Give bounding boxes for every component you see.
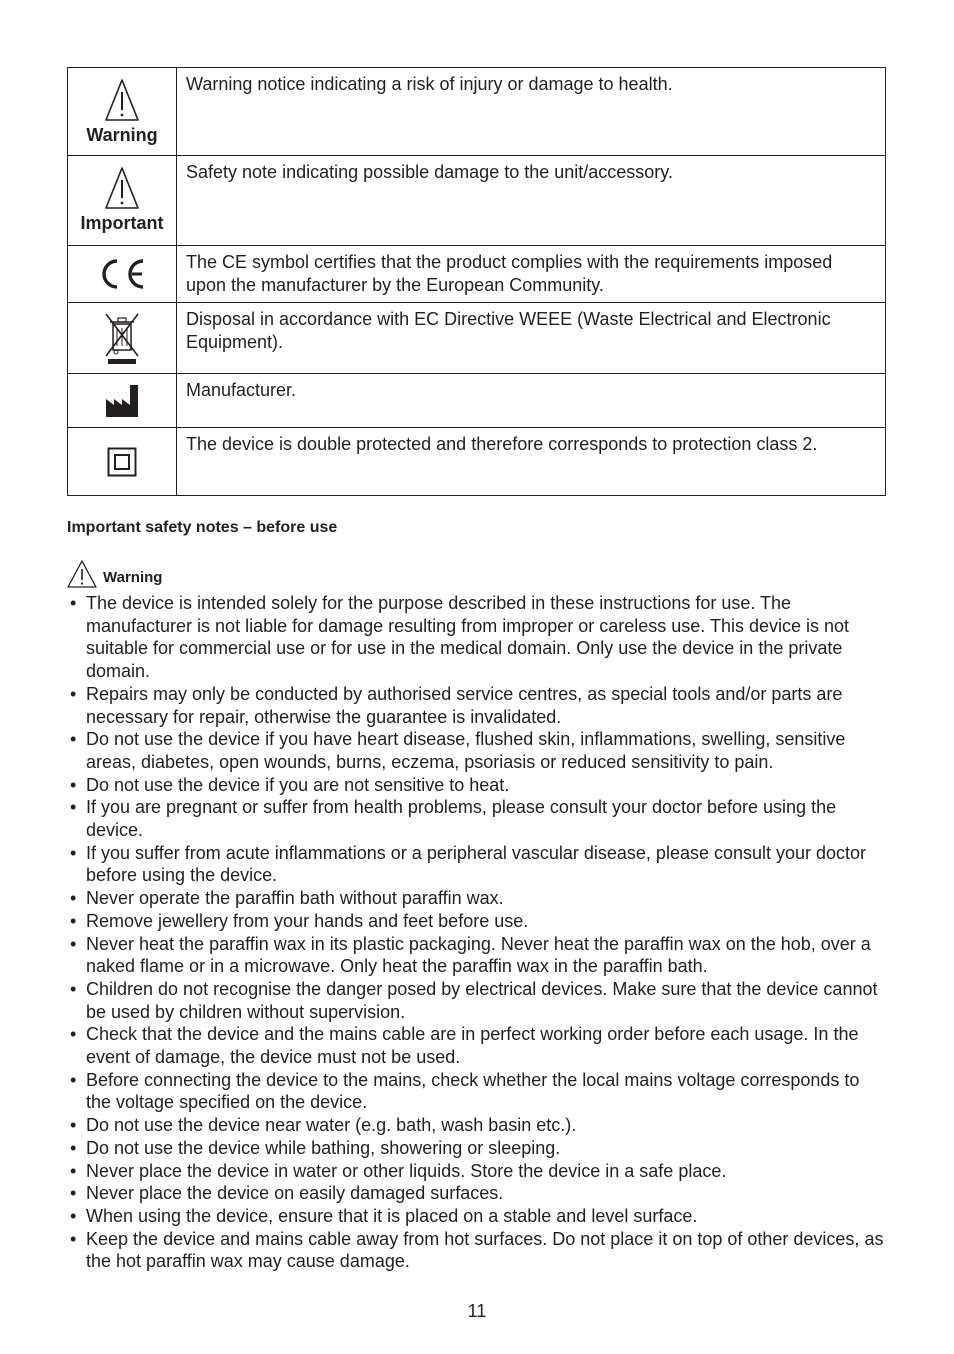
warning-triangle-icon [67, 560, 97, 588]
symbol-description: Warning notice indicating a risk of injury or damage to health. [177, 68, 886, 156]
list-item: • Before connecting the device to the mains, check whether the local mains voltage corresponds to the voltage specified on the device. [69, 1069, 889, 1114]
weee-crossed-bin-icon [102, 310, 142, 366]
symbols-table [67, 67, 886, 496]
symbol-description: Disposal in accordance with EC Directive WEEE (Waste Electrical and Electronic Equipment). [177, 303, 886, 374]
symbol-icon-cell [68, 374, 177, 428]
section-heading: Important safety notes – before use [67, 519, 338, 536]
list-item: • Never place the device on easily damaged surfaces. [69, 1182, 889, 1205]
page-number: 11 [467, 1301, 487, 1321]
symbol-row-important [68, 156, 886, 246]
symbol-row-warning [68, 68, 886, 156]
symbol-icon-cell [68, 156, 177, 246]
symbol-label: Warning [86, 125, 158, 145]
list-item: • Repairs may only be conducted by authorised service centres, as special tools and/or parts are necessary for repair, otherwise the guarantee is invalidated. [69, 683, 889, 728]
list-item: • When using the device, ensure that it is placed on a stable and level surface. [69, 1205, 889, 1228]
list-item: • Children do not recognise the danger posed by electrical devices. Make sure that the device cannot be used by children without supervision. [69, 978, 889, 1023]
warning-triangle-icon [104, 78, 140, 122]
list-item: • If you suffer from acute inflammations or a peripheral vascular disease, please consult your doctor before using the device. [69, 842, 889, 887]
list-item: • Do not use the device if you are not sensitive to heat. [69, 774, 889, 797]
list-item: • Never place the device in water or other liquids. Store the device in a safe place. [69, 1160, 889, 1183]
ce-mark-icon [97, 257, 147, 291]
warning-triangle-icon [104, 166, 140, 210]
symbol-row-double-insulation [68, 428, 886, 496]
list-item: • Remove jewellery from your hands and feet before use. [69, 910, 889, 933]
warning-label: Warning [103, 569, 163, 586]
symbol-icon-cell [68, 303, 177, 374]
symbol-label: Important [80, 213, 164, 233]
symbol-description: Safety note indicating possible damage to the unit/accessory. [177, 156, 886, 246]
symbol-row-manufacturer [68, 374, 886, 428]
list-item: • The device is intended solely for the purpose described in these instructions for use. The manufacturer is not liable for damage resulting from improper or careless use. This device is not suitable for commercial use or for use in the medical domain. Only use the device in the private domain. [69, 592, 889, 683]
list-item: • Keep the device and mains cable away from hot surfaces. Do not place it on top of other devices, as the hot paraffin wax may cause damage. [69, 1228, 889, 1273]
symbol-description: Manufacturer. [177, 374, 886, 428]
manufacturer-factory-icon [104, 383, 140, 419]
symbol-row-ce [68, 246, 886, 303]
list-item: • Do not use the device if you have heart disease, flushed skin, inflammations, swelling, sensitive areas, diabetes, open wounds, burns, eczema, psoriasis or reduced sensitivity to pain. [69, 728, 889, 773]
list-item: • Never heat the paraffin wax in its plastic packaging. Never heat the paraffin wax on the hob, over a naked flame or in a microwave. Only heat the paraffin wax in the paraffin bath. [69, 933, 889, 978]
symbol-icon-cell [68, 428, 177, 496]
symbol-description: The CE symbol certifies that the product complies with the requirements imposed upon the manufacturer by the European Community. [177, 246, 886, 303]
list-item: • Do not use the device while bathing, showering or sleeping. [69, 1137, 889, 1160]
symbol-icon-cell [68, 68, 177, 156]
double-insulation-icon [107, 447, 137, 477]
symbol-row-weee [68, 303, 886, 374]
list-item: • Do not use the device near water (e.g. bath, wash basin etc.). [69, 1114, 889, 1137]
list-item: • If you are pregnant or suffer from health problems, please consult your doctor before using the device. [69, 796, 889, 841]
safety-notes-list [69, 592, 889, 1273]
symbol-icon-cell [68, 246, 177, 303]
list-item: • Never operate the paraffin bath without paraffin wax. [69, 887, 889, 910]
list-item: • Check that the device and the mains cable are in perfect working order before each usage. In the event of damage, the device must not be used. [69, 1023, 889, 1068]
symbol-description: The device is double protected and therefore corresponds to protection class 2. [177, 428, 886, 496]
warning-heading [67, 560, 162, 588]
